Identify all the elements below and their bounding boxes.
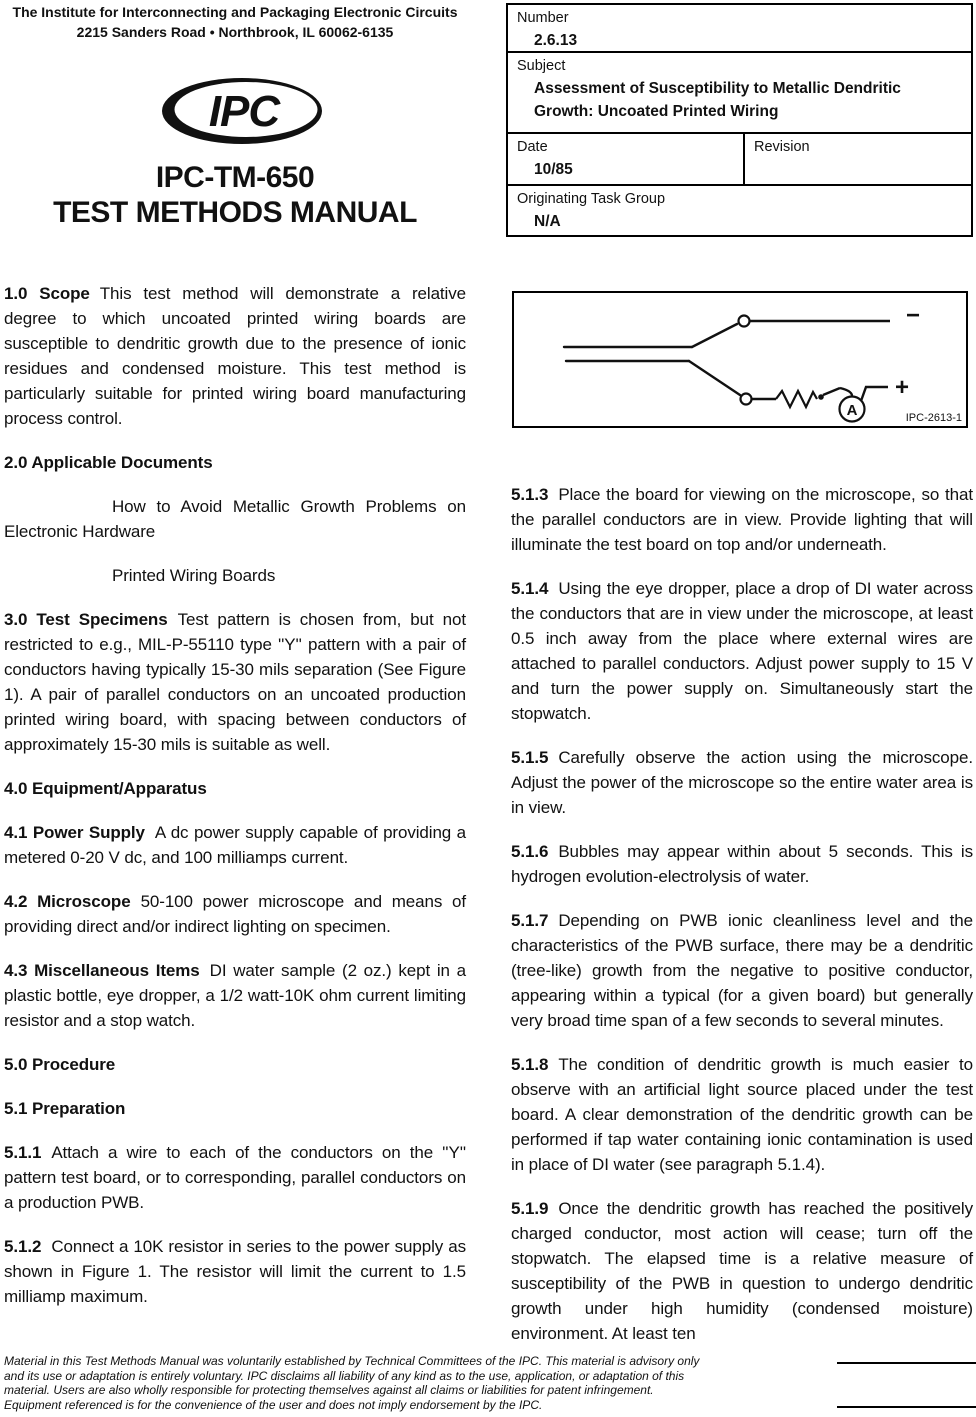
section-label: 5.1.4 xyxy=(511,579,549,598)
revision-cell xyxy=(745,134,971,184)
right-column xyxy=(511,482,973,1365)
section-label: 5.1.1 xyxy=(4,1143,42,1162)
heading-applicable-documents xyxy=(4,450,466,475)
reference-item xyxy=(4,563,466,588)
figure-code: IPC-2613-1 xyxy=(905,412,962,424)
section-label: 5.1 Preparation xyxy=(4,1099,126,1118)
logo-text: IPC xyxy=(208,87,280,136)
switch-blade xyxy=(823,388,840,395)
paragraph-5-1-7 xyxy=(511,908,973,1033)
number-label: Number xyxy=(517,10,569,26)
manual-title: TEST METHODS MANUAL xyxy=(53,196,417,229)
section-label: 5.1.2 xyxy=(4,1237,42,1256)
manual-code: IPC-TM-650 xyxy=(155,161,315,194)
info-row-number xyxy=(508,5,971,51)
info-table xyxy=(506,3,973,237)
section-label: 4.0 Equipment/Apparatus xyxy=(4,779,207,798)
heading-procedure xyxy=(4,1052,466,1077)
paragraph-scope xyxy=(4,281,466,431)
junction-dot xyxy=(818,394,824,400)
paragraph-test-specimens xyxy=(4,607,466,757)
section-label: 2.0 Applicable Documents xyxy=(4,453,213,472)
positive-terminal-circle xyxy=(741,394,752,405)
figure-circuit-diagram xyxy=(512,291,968,428)
paragraph-power-supply xyxy=(4,820,466,870)
paragraph-text: Test pattern is chosen from, but not restricted to e.g., MIL-P-55110 type ''Y'' pattern with a pair of conductors having typically 15-30 mils separation (See Figure 1). A pair of parallel conductors on an uncoated production printed wiring board, with spacing between conductors of approximately 15-30 mils is suitable as well. xyxy=(4,610,466,754)
footer-rule-top xyxy=(837,1362,976,1364)
paragraph-text: Place the board for viewing on the microscope, so that the parallel conductors are in view. Provide lighting that will illuminate the test board on top and/or underneath. xyxy=(511,485,973,554)
date-cell xyxy=(508,134,745,184)
disclaimer-line: Material in this Test Methods Manual was voluntarily established by Technical Committees of the IPC. This material is advisory only xyxy=(4,1354,700,1368)
resistor-symbol xyxy=(776,391,817,407)
reference-text: How to Avoid Metallic Growth Problems on Electronic Hardware xyxy=(4,497,466,541)
number-value: 2.6.13 xyxy=(534,32,578,49)
heading-preparation xyxy=(4,1096,466,1121)
paragraph-text: This test method will demonstrate a relative degree to which uncoated printed wiring boards are susceptible to dendritic growth due to the presence of ionic residues and condensed moisture. This test method is particularly suitable for printed wiring board manufacturing process control. xyxy=(4,284,466,428)
disclaimer-line: and its use or adaptation is entirely voluntary. IPC disclaims all liability of any kind as to the use, application, or adaptation of this xyxy=(4,1368,685,1383)
paragraph-text: Using the eye dropper, place a drop of DI water across the conductors that are in view under the microscope, at least 0.5 inch away from the place where external wires are attached to parallel conductors. Adjust power supply to 15 V and turn the power supply on. Simultaneously start the stopwatch. xyxy=(511,579,973,723)
paragraph-text: Attach a wire to each of the conductors on the ''Y'' pattern test board, or to corresponding, parallel conductors on a production PWB. xyxy=(4,1143,466,1212)
paragraph-5-1-9 xyxy=(511,1196,973,1346)
paragraph-5-1-4 xyxy=(511,576,973,726)
section-label: 4.2 Microscope xyxy=(4,892,131,911)
paragraph-text: Depending on PWB ionic cleanliness level and the characteristics of the PWB surface, there may be a dendritic (tree-like) growth from the negative to positive conductor, appearing within a typical (for a given board) but generally very broad time span of a few seconds to several minutes. xyxy=(511,911,973,1030)
section-label: 5.1.5 xyxy=(511,748,549,767)
footer-rule-bottom xyxy=(837,1406,976,1408)
ammeter-label: A xyxy=(846,402,858,419)
subject-label: Subject xyxy=(517,58,566,74)
date-value: 10/85 xyxy=(534,161,573,178)
paragraph-5-1-6 xyxy=(511,839,973,889)
disclaimer-line: material. Users are also wholly responsible for protecting themselves against all claims or liabilities for patent infringement. xyxy=(4,1383,654,1398)
paragraph-text: Once the dendritic growth has reached the positively charged conductor, most action will cease; turn off the stopwatch. The elapsed time is a relative measure of susceptibility of the PWB in question to undergo dendritic growth under high humidity (condensed moisture) environment. At least ten xyxy=(511,1199,973,1343)
paragraph-text: Connect a 10K resistor in series to the power supply as shown in Figure 1. The resistor will limit the current to 1.5 milliamp maximum. xyxy=(4,1237,466,1306)
ipc-logo xyxy=(160,76,324,146)
revision-label: Revision xyxy=(754,139,810,155)
plus-terminal-label: + xyxy=(895,374,910,401)
section-label: 5.1.8 xyxy=(511,1055,549,1074)
task-group-label: Originating Task Group xyxy=(517,191,666,207)
minus-terminal-label: − xyxy=(906,302,921,329)
paragraph-text: Bubbles may appear within about 5 seconds. This is hydrogen evolution-electrolysis of water. xyxy=(511,842,973,886)
disclaimer-line: Equipment referenced is for the convenience of the user and does not imply endorsement by the IPC. xyxy=(4,1397,543,1412)
org-name: The Institute for Interconnecting and Packaging Electronic Circuits xyxy=(12,4,458,20)
task-group-value: N/A xyxy=(534,213,561,230)
paragraph-5-1-5 xyxy=(511,745,973,820)
section-label: 5.1.3 xyxy=(511,485,549,504)
reference-text: Printed Wiring Boards xyxy=(112,566,276,585)
section-label: 3.0 Test Specimens xyxy=(4,610,168,629)
info-row-task-group xyxy=(508,184,971,235)
paragraph-text: Carefully observe the action using the microscope. Adjust the power of the microscope so the entire water area is in view. xyxy=(511,748,973,817)
reference-item xyxy=(4,494,466,544)
info-row-subject xyxy=(508,51,971,132)
paragraph-5-1-3 xyxy=(511,482,973,557)
info-row-date-revision xyxy=(508,132,971,184)
section-label: 5.1.9 xyxy=(511,1199,549,1218)
footer-disclaimer xyxy=(4,1354,704,1412)
paragraph-5-1-1 xyxy=(4,1140,466,1215)
section-label: 5.0 Procedure xyxy=(4,1055,116,1074)
paragraph-5-1-8 xyxy=(511,1052,973,1177)
section-label: 5.1.7 xyxy=(511,911,549,930)
paragraph-microscope xyxy=(4,889,466,939)
paragraph-text: The condition of dendritic growth is much easier to observe with an artificial light source placed under the test board. A clear demonstration of the dendritic growth can be performed if tap water containing ionic contamination is used in place of DI water (see paragraph 5.1.4). xyxy=(511,1055,973,1174)
section-label: 1.0 Scope xyxy=(4,284,90,303)
subject-value: Assessment of Susceptibility to Metallic Dendritic Growth: Uncoated Printed Wiring xyxy=(534,80,901,120)
circuit-graphic xyxy=(514,293,966,426)
paragraph-text: DI water sample (2 oz.) kept in a plastic bottle, eye dropper, a 1/2 watt-10K ohm current limiting resistor and a stop watch. xyxy=(4,961,466,1030)
section-label: 5.1.6 xyxy=(511,842,549,861)
paragraph-miscellaneous-items xyxy=(4,958,466,1033)
paragraph-text: 50-100 power microscope and means of providing direct and/or indirect lighting on specimen. xyxy=(4,892,466,936)
left-column xyxy=(4,281,466,1328)
negative-terminal-circle xyxy=(739,316,750,327)
paragraph-text: A dc power supply capable of providing a metered 0-20 V dc, and 100 milliamps current. xyxy=(4,823,467,867)
conductor-lines xyxy=(564,324,740,395)
positive-wire xyxy=(861,387,888,401)
heading-equipment-apparatus xyxy=(4,776,466,801)
org-address: 2215 Sanders Road • Northbrook, IL 60062-6135 xyxy=(76,24,394,40)
section-label: 4.3 Miscellaneous Items xyxy=(4,961,200,980)
paragraph-5-1-2 xyxy=(4,1234,466,1309)
date-label: Date xyxy=(517,139,548,155)
ipc-logo-graphic xyxy=(160,76,324,146)
section-label: 4.1 Power Supply xyxy=(4,823,145,842)
